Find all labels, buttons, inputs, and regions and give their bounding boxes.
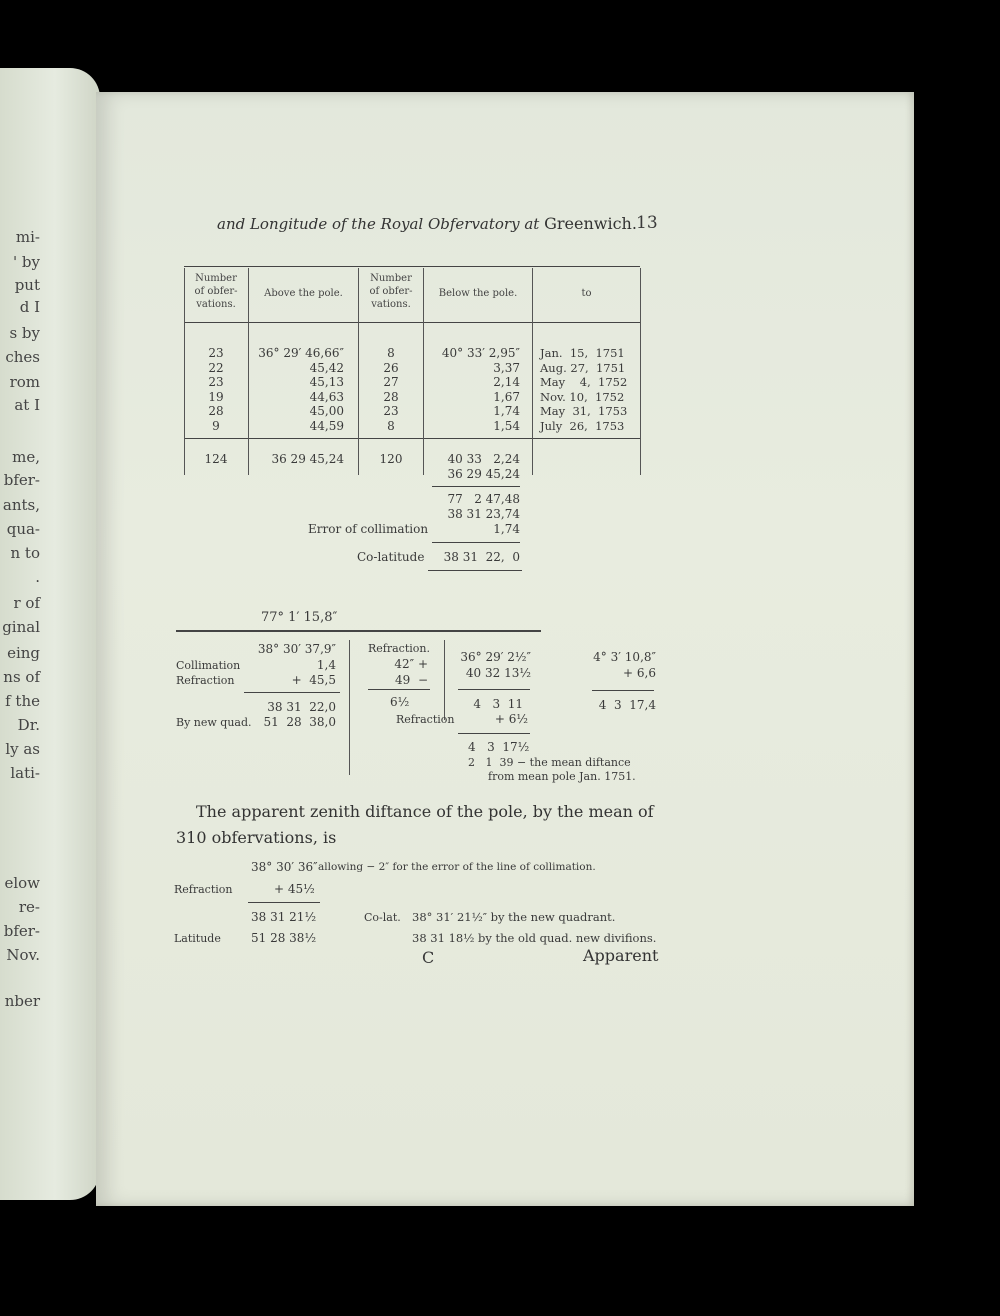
- left-page-fragment: mi-: [15, 228, 40, 246]
- block-divider: [349, 640, 350, 775]
- left-page-fragment: Dr.: [17, 716, 40, 734]
- final-refraction-label: Refraction: [174, 883, 233, 896]
- header-obs-below: Number of obfer- vations.: [369, 273, 413, 310]
- left-page-fragment: .: [35, 568, 40, 586]
- new-quad-value: 51 28 38,0: [263, 715, 336, 729]
- total-obs-below: 120: [379, 452, 403, 466]
- left-page-fragment: at I: [14, 396, 40, 414]
- below-pole-column: 40° 33′ 2,95″ 3,37 2,14 1,67 1,74 1,54: [441, 346, 520, 433]
- latitude-value: 51 28 38½: [251, 931, 317, 945]
- left-page-fragment: ants,: [2, 496, 40, 514]
- table-sum-rule: [184, 438, 640, 439]
- old-quad-value: 38 31 18½ by the old quad. new divifions.: [412, 931, 657, 945]
- rule: [428, 570, 522, 571]
- rule: [458, 733, 530, 734]
- obs-below-column: 8 26 27 28 23 8: [383, 346, 399, 433]
- table-header-rule: [184, 322, 640, 323]
- total-above: 36 29 45,24: [271, 452, 344, 466]
- running-head-place: Greenwich.: [544, 214, 637, 233]
- rule: [432, 542, 520, 543]
- col3-result: 4 3 11: [473, 697, 523, 711]
- left-page-fragment: nber: [4, 992, 40, 1010]
- left-page-fragment: re-: [18, 898, 40, 916]
- table-vrule: [640, 268, 641, 475]
- refraction-diff: 6½: [390, 695, 410, 709]
- left-page-fragment: ginal: [2, 618, 40, 636]
- half-value: 38 31 23,74: [447, 507, 520, 521]
- left-page-fragment: elow: [4, 874, 40, 892]
- col4-result: 4 3 17,4: [598, 698, 656, 712]
- running-head-text: and Longitude of the Royal Obfervatory at: [217, 215, 540, 233]
- left-page-fragment: put: [14, 276, 40, 294]
- left-page-fragment: bfer-: [3, 471, 40, 489]
- left-page-fragment: qua-: [6, 520, 40, 538]
- col3-refraction-value: + 6½: [494, 712, 528, 726]
- col3-refraction-label: Refraction: [396, 713, 455, 726]
- colatitude-value: 38 31 22, 0: [443, 550, 520, 564]
- final-sum: 38 31 21½: [251, 910, 317, 924]
- col1-result: 38 31 22,0: [267, 700, 336, 714]
- page-number: 13: [636, 213, 658, 233]
- header-below-pole: Below the pole.: [438, 288, 518, 299]
- sum-value: 77 2 47,48: [447, 492, 520, 506]
- latitude-label: Latitude: [174, 932, 221, 945]
- colatitude-label: Co-latitude: [357, 550, 425, 564]
- col1-labels: Collimation Refraction: [176, 658, 241, 687]
- left-page-fragment: me,: [12, 448, 40, 466]
- final-refraction-value: + 45½: [274, 882, 315, 896]
- rule: [248, 902, 320, 903]
- col4-values: 4° 3′ 10,8″ + 6,6: [593, 650, 656, 680]
- obs-above-column: 23 22 23 19 28 9: [208, 346, 224, 433]
- catchword: Apparent: [583, 946, 659, 965]
- col3-final: 4 3 17½: [468, 740, 530, 754]
- mean-distance-note: from mean pole Jan. 1751.: [488, 770, 636, 783]
- double-rule: [176, 630, 541, 632]
- refraction-values: 42″ + 49 −: [394, 657, 428, 687]
- new-quad-label: By new quad.: [176, 716, 252, 729]
- left-page-fragment: lati-: [10, 764, 40, 782]
- total-obs-above: 124: [204, 452, 228, 466]
- paragraph-line-2: 310 obfervations, is: [176, 828, 337, 847]
- rule: [244, 692, 340, 693]
- header-to: to: [581, 288, 592, 299]
- table-top-rule: [184, 266, 640, 267]
- paragraph-line-1: The apparent zenith diftance of the pole, by the mean of: [196, 802, 654, 821]
- rule: [592, 690, 654, 691]
- above-pole-column: 36° 29′ 46,66″ 45,42 45,13 44,63 45,00 44,59: [258, 346, 344, 433]
- col1-values: 38° 30′ 37,9″ 1,4 + 45,5: [257, 642, 336, 687]
- rule: [458, 689, 530, 690]
- mean-distance: 2 1 39 − the mean diftance: [468, 756, 631, 769]
- refraction-title: Refraction.: [368, 642, 430, 655]
- left-page-fragment: eing: [7, 644, 40, 662]
- left-page-fragment: bfer-: [3, 922, 40, 940]
- colat-label: Co-lat.: [364, 911, 401, 924]
- colat-value: 38° 31′ 21½″ by the new quadrant.: [412, 910, 616, 924]
- left-page-fragment: ches: [5, 348, 40, 366]
- left-page-fragment: Nov.: [6, 946, 40, 964]
- total-below: 40 33 2,24 36 29 45,24: [447, 452, 520, 481]
- left-page-fragment: n to: [10, 544, 40, 562]
- left-page-fragment: ' by: [13, 253, 40, 271]
- rule: [432, 486, 520, 487]
- collimation-value: 1,74: [493, 522, 520, 536]
- left-page-fragment: r of: [13, 594, 40, 612]
- left-page-fragment: f the: [5, 692, 40, 710]
- left-page: [0, 68, 100, 1200]
- block-divider: [444, 640, 445, 720]
- signature-mark: C: [422, 948, 435, 967]
- header-above-pole: Above the pole.: [264, 288, 343, 299]
- book-page: [96, 92, 914, 1206]
- left-page-fragment: ns of: [3, 668, 40, 686]
- rule: [368, 689, 430, 690]
- left-page-fragment: d I: [19, 298, 40, 316]
- left-page-fragment: ly as: [5, 740, 40, 758]
- left-page-fragment: s by: [9, 324, 40, 342]
- final-value-1: 38° 30′ 36″: [251, 860, 318, 874]
- final-note-1: allowing − 2″ for the error of the line of collimation.: [318, 861, 596, 873]
- dates-column: Jan. 15, 1751 Aug. 27, 1751 May 4, 1752 Nov. 10, 1752 May 31, 1753 July 26, 1753: [540, 346, 628, 433]
- header-obs-above: Number of obfer- vations.: [194, 273, 238, 310]
- top-value: 77° 1′ 15,8″: [261, 610, 338, 625]
- collimation-label: Error of collimation: [308, 522, 429, 536]
- running-head: [217, 214, 637, 233]
- col3-values: 36° 29′ 2½″ 40 32 13½: [460, 650, 531, 680]
- left-page-fragment: rom: [9, 373, 40, 391]
